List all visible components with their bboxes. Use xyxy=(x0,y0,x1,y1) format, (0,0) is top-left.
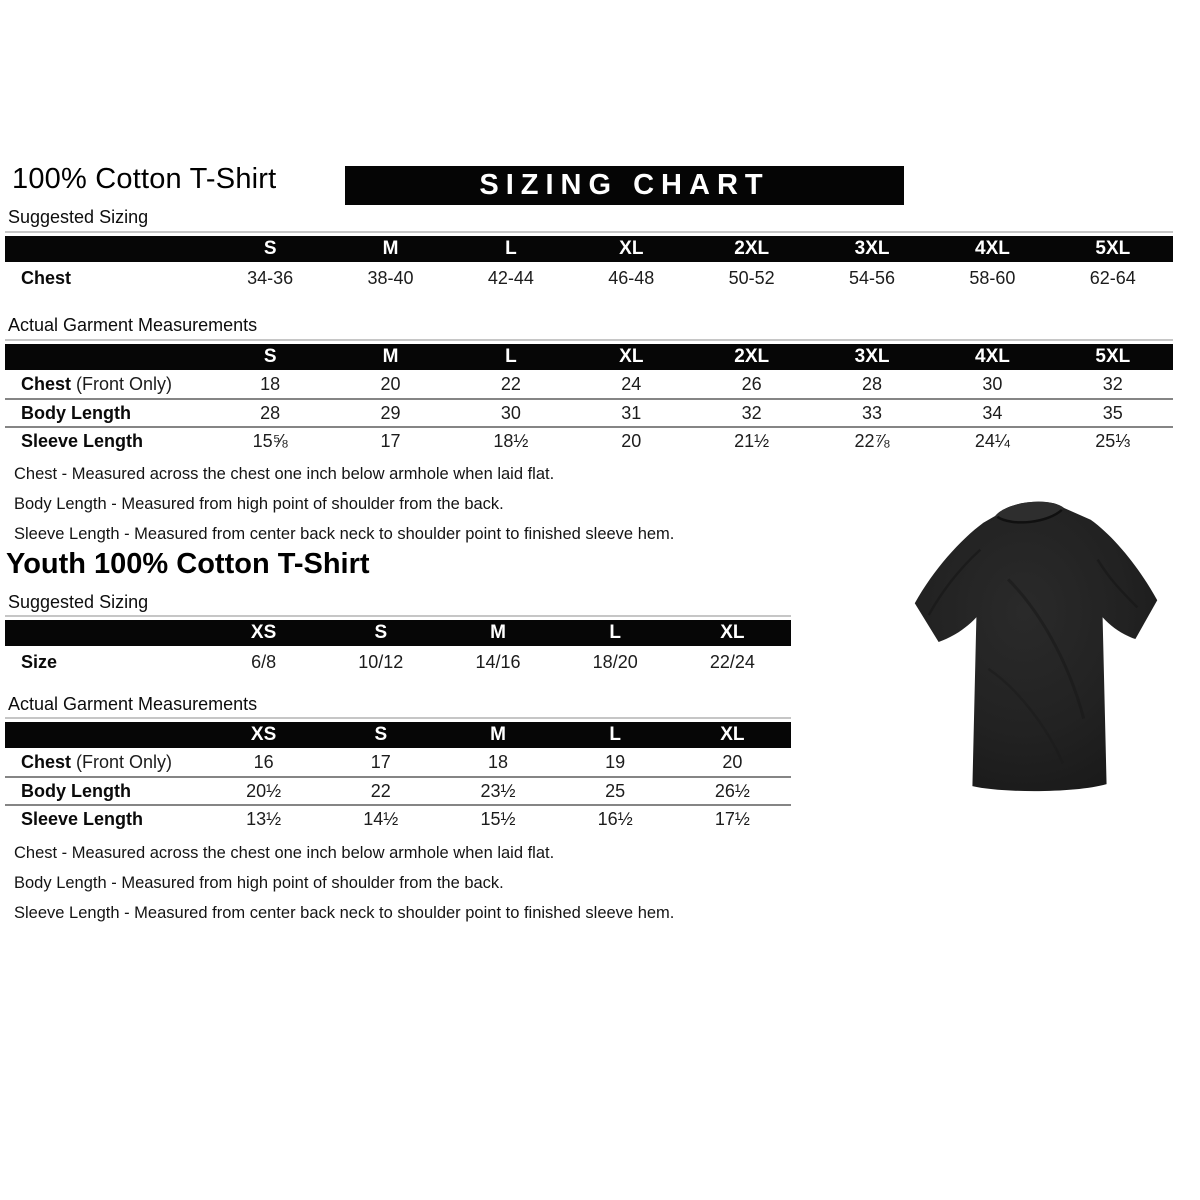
column-header-m: M xyxy=(490,724,506,745)
youth-measurement-notes xyxy=(14,840,674,930)
youth-actual-measurements-grid xyxy=(5,722,791,832)
note-chest: Chest - Measured across the chest one inch below armhole when laid flat. xyxy=(14,844,555,862)
cell-value: 23½ xyxy=(480,780,516,801)
cell-value: 17 xyxy=(370,751,391,772)
table-row-sleeve-length xyxy=(5,426,1173,454)
column-header-s: S xyxy=(374,622,388,643)
column-header-l: L xyxy=(609,724,621,745)
cell-value: 16 xyxy=(253,751,274,772)
cell-value: 50-52 xyxy=(728,267,775,288)
cell-value: 22⅞ xyxy=(854,430,890,451)
cell-value: 35 xyxy=(1102,402,1123,423)
table-top-rule xyxy=(5,231,1173,233)
cell-value: 17½ xyxy=(714,808,750,829)
column-header-l: L xyxy=(505,346,517,367)
column-header-4xl: 4XL xyxy=(975,346,1010,367)
cell-value: 29 xyxy=(380,402,401,423)
cell-value: 20 xyxy=(621,430,642,451)
sizing-chart-banner xyxy=(345,166,904,205)
table-row-chest xyxy=(5,370,1173,398)
row-label: Chest xyxy=(21,267,72,288)
youth-actual-measurements-label: Actual Garment Measurements xyxy=(8,694,258,714)
cell-value: 16½ xyxy=(597,808,633,829)
adult-measurement-notes xyxy=(14,461,674,551)
column-header-2xl: 2XL xyxy=(734,238,770,259)
cell-value: 18/20 xyxy=(592,651,638,672)
header-label-spacer xyxy=(5,722,205,748)
youth-suggested-sizing-grid xyxy=(5,620,791,678)
cell-value: 32 xyxy=(1102,373,1123,394)
note-body-length: Body Length - Measured from high point of shoulder from the back. xyxy=(14,874,504,892)
cell-value: 32 xyxy=(741,402,762,423)
header-label-spacer xyxy=(5,344,210,370)
cell-value: 25 xyxy=(605,780,626,801)
cell-value: 28 xyxy=(862,373,883,394)
table-header-row xyxy=(5,722,791,748)
column-header-xl: XL xyxy=(619,346,644,367)
cell-value: 18 xyxy=(260,373,281,394)
cell-value: 17 xyxy=(380,430,401,451)
table-row-sleeve-length xyxy=(5,804,791,832)
cell-value: 18 xyxy=(487,751,508,772)
cell-value: 28 xyxy=(260,402,281,423)
cell-value: 14½ xyxy=(363,808,399,829)
cell-value: 46-48 xyxy=(608,267,655,288)
column-header-5xl: 5XL xyxy=(1095,346,1131,367)
cell-value: 38-40 xyxy=(367,267,414,288)
cell-value: 13½ xyxy=(246,808,282,829)
column-header-xs: XS xyxy=(250,622,277,643)
cell-value: 24 xyxy=(621,373,642,394)
row-label: Sleeve Length xyxy=(21,430,144,451)
column-header-5xl: 5XL xyxy=(1095,238,1131,259)
adult-suggested-sizing-grid xyxy=(5,236,1173,294)
adult-suggested-sizing-label: Suggested Sizing xyxy=(8,207,149,227)
table-row-body-length xyxy=(5,776,791,804)
youth-page-title: Youth 100% Cotton T-Shirt xyxy=(6,548,370,580)
cell-value: 15⅝ xyxy=(252,430,288,451)
row-label: Chest (Front Only) xyxy=(21,751,173,772)
header-label-spacer xyxy=(5,620,205,646)
tshirt-silhouette xyxy=(915,502,1157,791)
cell-value: 42-44 xyxy=(487,267,534,288)
cell-value: 22 xyxy=(370,780,391,801)
note-chest: Chest - Measured across the chest one inch below armhole when laid flat. xyxy=(14,465,555,483)
column-header-m: M xyxy=(490,622,506,643)
cell-value: 34 xyxy=(982,402,1003,423)
cell-value: 6/8 xyxy=(251,651,277,672)
column-header-3xl: 3XL xyxy=(854,238,890,259)
table-row-body-length xyxy=(5,398,1173,426)
cell-value: 30 xyxy=(982,373,1003,394)
cell-value: 26 xyxy=(741,373,762,394)
adult-suggested-sizing-table xyxy=(5,231,1173,294)
youth-actual-measurements-table xyxy=(5,717,791,832)
adult-actual-measurements-label: Actual Garment Measurements xyxy=(8,315,258,335)
column-header-xs: XS xyxy=(250,724,277,745)
cell-value: 22/24 xyxy=(709,651,755,672)
column-header-xl: XL xyxy=(720,622,745,643)
cell-value: 24¼ xyxy=(974,430,1010,451)
cell-value: 30 xyxy=(500,402,521,423)
adult-actual-measurements-table xyxy=(5,339,1173,454)
cell-value: 31 xyxy=(621,402,642,423)
column-header-m: M xyxy=(382,238,399,259)
cell-value: 20½ xyxy=(246,780,282,801)
cell-value: 58-60 xyxy=(969,267,1016,288)
row-label: Size xyxy=(21,651,58,672)
column-header-l: L xyxy=(609,622,621,643)
youth-suggested-sizing-table xyxy=(5,615,791,678)
cell-value: 20 xyxy=(722,751,743,772)
note-sleeve-length: Sleeve Length - Measured from center back neck to shoulder point to finished sleeve hem. xyxy=(14,525,675,543)
cell-value: 34-36 xyxy=(247,267,294,288)
adult-actual-measurements-grid xyxy=(5,344,1173,454)
row-label: Body Length xyxy=(21,780,131,801)
note-sleeve-length: Sleeve Length - Measured from center back neck to shoulder point to finished sleeve hem. xyxy=(14,904,675,922)
cell-value: 62-64 xyxy=(1089,267,1136,288)
table-header-row xyxy=(5,236,1173,262)
column-header-4xl: 4XL xyxy=(975,238,1010,259)
cell-value: 18½ xyxy=(493,430,529,451)
table-row-chest xyxy=(5,748,791,776)
tshirt-image xyxy=(888,490,1188,806)
column-header-3xl: 3XL xyxy=(854,346,890,367)
cell-value: 19 xyxy=(605,751,626,772)
cell-value: 14/16 xyxy=(475,651,521,672)
row-label: Sleeve Length xyxy=(21,808,144,829)
table-header-row xyxy=(5,344,1173,370)
cell-value: 10/12 xyxy=(358,651,404,672)
cell-value: 54-56 xyxy=(849,267,896,288)
column-header-s: S xyxy=(374,724,388,745)
column-header-xl: XL xyxy=(720,724,745,745)
cell-value: 15½ xyxy=(480,808,516,829)
table-top-rule xyxy=(5,615,791,617)
page-title: 100% Cotton T-Shirt xyxy=(12,163,277,195)
table-top-rule xyxy=(5,339,1173,341)
sizing-chart-banner-label: SIZING CHART xyxy=(479,169,770,201)
column-header-s: S xyxy=(263,346,277,367)
header-label-spacer xyxy=(5,236,210,262)
column-header-2xl: 2XL xyxy=(734,346,770,367)
column-header-s: S xyxy=(263,238,277,259)
cell-value: 26½ xyxy=(714,780,750,801)
column-header-m: M xyxy=(382,346,399,367)
youth-suggested-sizing-label: Suggested Sizing xyxy=(8,592,149,612)
cell-value: 22 xyxy=(500,373,521,394)
table-row-size xyxy=(5,646,791,678)
table-row-chest xyxy=(5,262,1173,294)
column-header-l: L xyxy=(505,238,517,259)
column-header-xl: XL xyxy=(619,238,644,259)
cell-value: 25⅓ xyxy=(1095,430,1131,451)
cell-value: 21½ xyxy=(734,430,770,451)
cell-value: 33 xyxy=(862,402,883,423)
table-header-row xyxy=(5,620,791,646)
row-label: Chest (Front Only) xyxy=(21,373,173,394)
table-top-rule xyxy=(5,717,791,719)
note-body-length: Body Length - Measured from high point of shoulder from the back. xyxy=(14,495,504,513)
row-label: Body Length xyxy=(21,402,131,423)
cell-value: 20 xyxy=(380,373,401,394)
